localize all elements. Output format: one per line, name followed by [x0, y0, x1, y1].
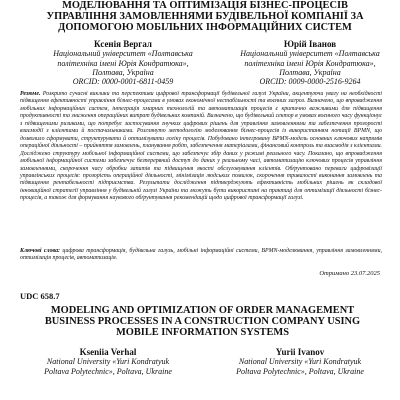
author-card — [28, 347, 188, 377]
abstract-text: Розкрито сучасні виклики та перспективи цифрової трансформації будівельної галузі України, акцентуючи увагу на необхідності підвищення ефективності управління бізнес-процесами в умовах економічної нестабільності та воєнних загроз. Визначено, що впровадження мобільних інформаційних систем, інтеграція хмарних технологій та автоматизація процесів є критично важливими для підвищення продуктивності та зниження операційних витрат будівельних компаній. Визначено, що будівельний сектор в умовах воєнного часу функціонує з підвищеними ризиками, що потребує застосування гнучких цифрових рішень для управління замовленнями та забезпечення прозорості взаємодії з клієнтами й постачальниками. Розглянуто методологію моделювання бізнес-процесів із використанням нотації BPMN, що дозволило сформувати, структурувати й оптимізувати логіку процесів. Побудовано інтегровану BPMN-модель основних ключових напрямів операційної діяльності – прийняття замовлень, планування робіт, забезпечення матеріалами, фінансовий контроль та взаємодія з клієнтами. Досліджено структуру мобільної інформаційної системи, що забезпечує збір даних у режимі реального часу. Показано, що впровадження мобільної інформаційної системи забезпечує безперервний доступ до даних у реальному часі, автоматизацію ключових процесів управління замовленнями, скорочення часу обробки запитів та підвищення якості обслуговування клієнтів. Обґрунтовано переваги цифровізації управлінських процесів: прозорість операційної діяльності, мінімізація людських помилок, скорочення тривалості виконання замовлень та підвищення рентабельності підприємства. Результати дослідження підтверджують ефективність мобільних рішень як складової інноваційної стратегії управління у будівельній галузі України та можуть бути використані на практиці для оптимізації діяльності бізнес-процесів, а також для формування наукового обґрунтування рекомендацій щодо цифрової трансформації галузі. — [20, 91, 382, 202]
keywords-label: Ключові слова: — [20, 248, 61, 254]
author-affiliation: Національний університет «Полтавська — [240, 49, 380, 59]
author-affiliation: National University «Yuri Kondratyuk — [238, 357, 362, 366]
author-name: Юрій Іванов — [283, 39, 337, 49]
author-affiliation: політехніка імені Юрія Кондратюка», — [57, 58, 189, 68]
author-orcid[interactable]: ORCID: 0009-0000-2516-9264 — [259, 77, 361, 87]
abstract-label: Резюме. — [20, 91, 41, 97]
author-card — [48, 40, 198, 86]
author-affiliation: Poltava Polytechnic», Poltava, Ukraine — [236, 367, 364, 376]
author-city: Полтава, Україна — [279, 67, 341, 77]
author-affiliation: National University «Yuri Kondratyuk — [46, 357, 170, 366]
article-title-english: MODELING AND OPTIMIZATION OF ORDER MANAGEMENT BUSINESS PROCESSES IN A CONSTRUCTION COMPANY USING MOBILE INFORMATION SYSTEMS — [44, 305, 361, 338]
article-title-ukrainian: МОДЕЛЮВАННЯ ТА ОПТИМІЗАЦІЯ БІЗНЕС-ПРОЦЕСІВ УПРАВЛІННЯ ЗАМОВЛЕННЯМИ БУДІВЕЛЬНОЇ КОМПАНІЇ ЗА ДОПОМОГОЮ МОБІЛЬНИХ ІНФОРМАЦІЙНИХ СИСТЕМ — [46, 0, 364, 33]
author-affiliation: Національний університет «Полтавська — [53, 49, 193, 59]
keywords — [20, 248, 382, 263]
author-card — [235, 40, 385, 86]
author-name: Ксенія Вергал — [94, 39, 152, 49]
abstract — [20, 91, 382, 203]
author-city: Полтава, Україна — [92, 67, 154, 77]
author-affiliation: політехніка імені Юрія Кондратюка», — [244, 58, 376, 68]
author-card — [220, 347, 380, 377]
author-name: Kseniia Verhal — [79, 347, 137, 357]
keywords-text: цифрова трансформація, будівельна галузь, мобільні інформаційні системи, BPMN-моделювання, управління замовленнями, оптимізація процесів, автоматизація. — [20, 248, 382, 262]
author-name: Yurii Ivanov — [275, 347, 325, 357]
author-affiliation: Poltava Polytechnic», Poltava, Ukraine — [44, 367, 172, 376]
author-orcid[interactable]: ORCID: 0000-0001-6811-0459 — [72, 77, 174, 87]
received-date: Отримано 23.07.2025 — [319, 270, 380, 277]
udc-code: UDC 658.7 — [20, 291, 60, 301]
